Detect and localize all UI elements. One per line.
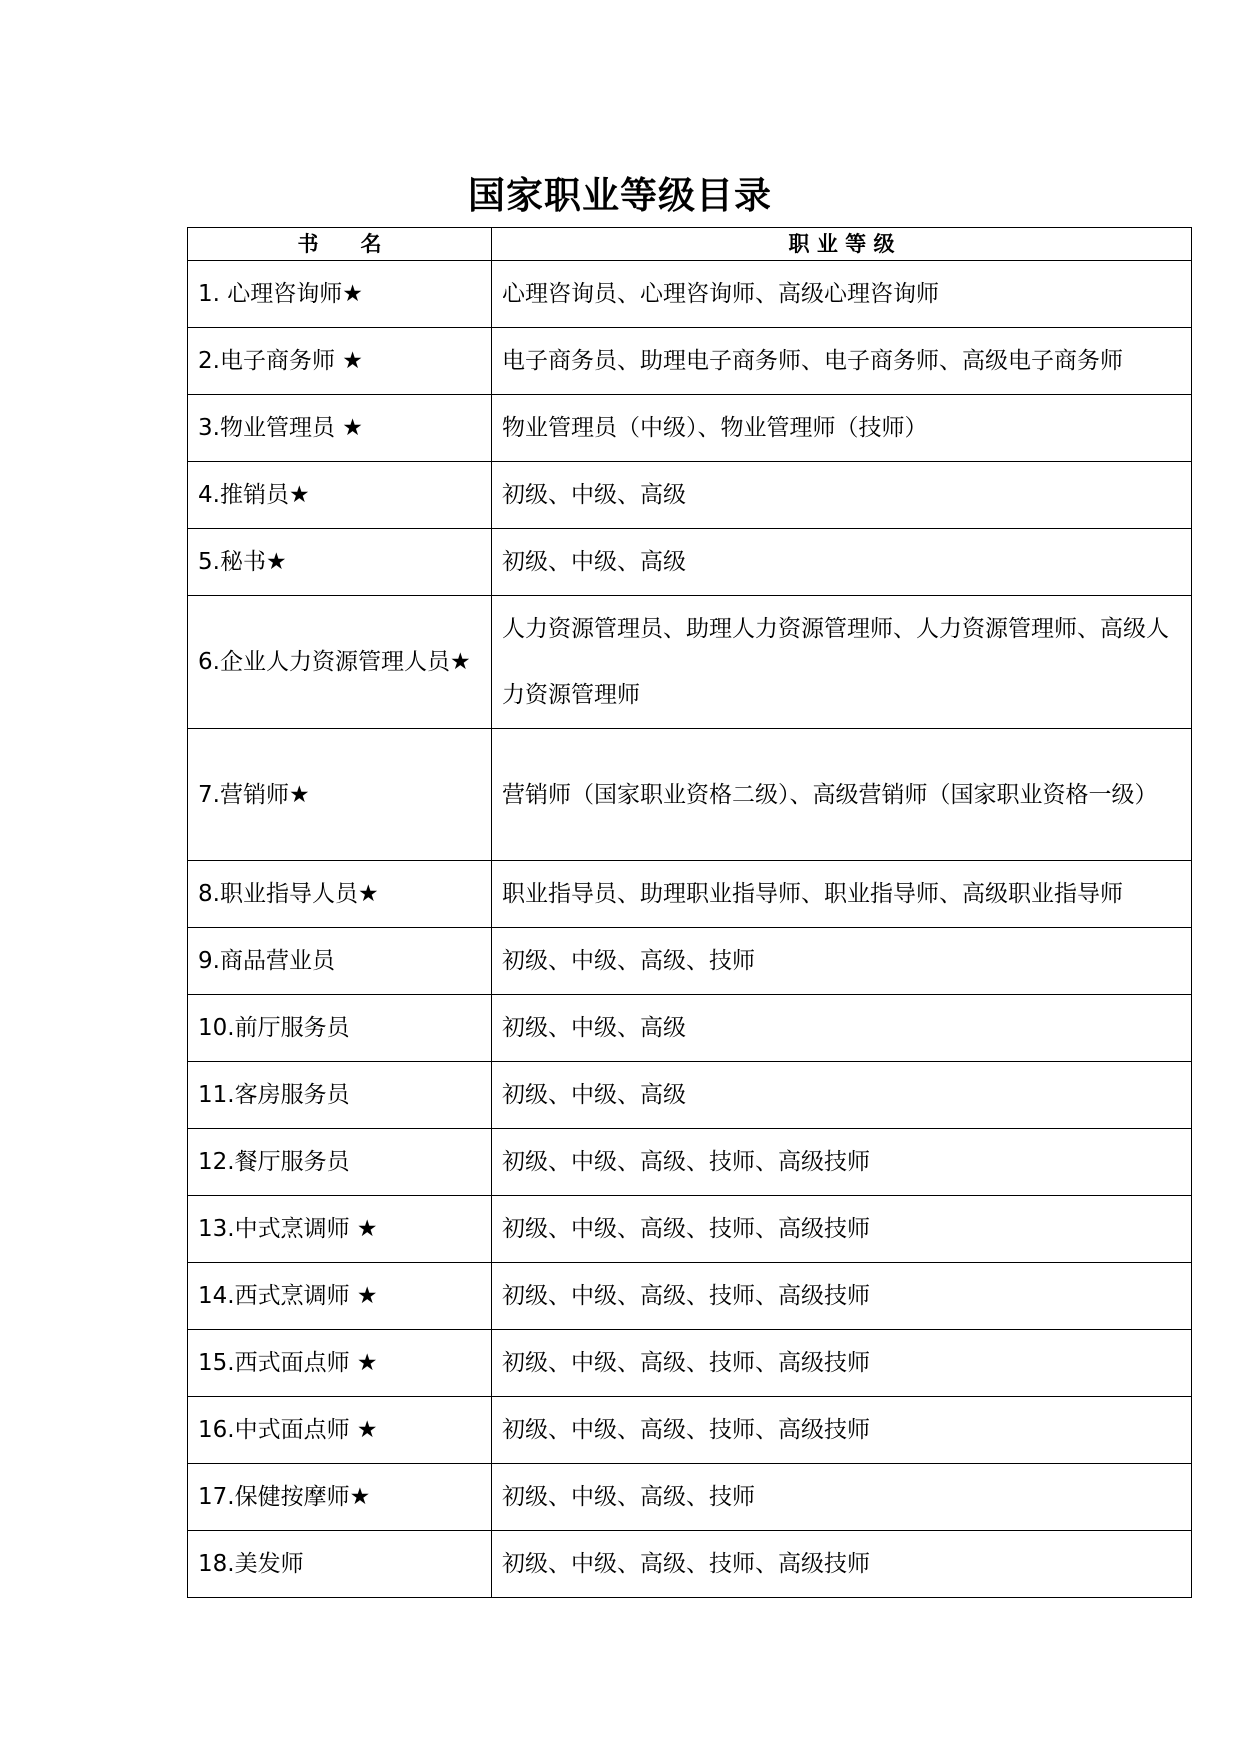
- level-cell: 初级、中级、高级: [492, 1062, 1192, 1129]
- book-cell: 7.营销师★: [188, 729, 492, 861]
- table-row: [188, 1129, 1192, 1196]
- level-cell: 物业管理员（中级）、物业管理师（技师）: [492, 395, 1192, 462]
- occupation-level-table: [187, 227, 1192, 1598]
- level-cell: 初级、中级、高级、技师、高级技师: [492, 1397, 1192, 1464]
- book-cell: 1. 心理咨询师★: [188, 261, 492, 328]
- header-occupation-level: 职 业 等 级: [492, 228, 1192, 261]
- book-cell: 6.企业人力资源管理人员★: [188, 596, 492, 729]
- level-cell: 初级、中级、高级、技师、高级技师: [492, 1129, 1192, 1196]
- table-row: [188, 261, 1192, 328]
- book-cell: 11.客房服务员: [188, 1062, 492, 1129]
- book-cell: 8.职业指导人员★: [188, 861, 492, 928]
- table-row: [188, 1263, 1192, 1330]
- level-cell: 初级、中级、高级: [492, 462, 1192, 529]
- book-cell: 15.西式面点师 ★: [188, 1330, 492, 1397]
- book-cell: 10.前厅服务员: [188, 995, 492, 1062]
- book-cell: 9.商品营业员: [188, 928, 492, 995]
- table-row: [188, 1397, 1192, 1464]
- level-cell: 初级、中级、高级: [492, 529, 1192, 596]
- book-cell: 3.物业管理员 ★: [188, 395, 492, 462]
- table-row: [188, 328, 1192, 395]
- table-row: [188, 529, 1192, 596]
- level-cell: 初级、中级、高级、技师: [492, 1464, 1192, 1531]
- table-row: [188, 1196, 1192, 1263]
- level-cell: 初级、中级、高级、技师: [492, 928, 1192, 995]
- book-cell: 17.保健按摩师★: [188, 1464, 492, 1531]
- level-cell: 人力资源管理员、助理人力资源管理师、人力资源管理师、高级人力资源管理师: [492, 596, 1192, 729]
- level-cell: 初级、中级、高级、技师、高级技师: [492, 1196, 1192, 1263]
- level-cell: 营销师（国家职业资格二级）、高级营销师（国家职业资格一级）: [492, 729, 1192, 861]
- book-cell: 16.中式面点师 ★: [188, 1397, 492, 1464]
- book-cell: 12.餐厅服务员: [188, 1129, 492, 1196]
- table-row: [188, 861, 1192, 928]
- level-cell: 初级、中级、高级、技师、高级技师: [492, 1263, 1192, 1330]
- table-row: [188, 729, 1192, 861]
- table-row: [188, 1330, 1192, 1397]
- level-cell: 初级、中级、高级、技师、高级技师: [492, 1531, 1192, 1598]
- book-cell: 14.西式烹调师 ★: [188, 1263, 492, 1330]
- table-row: [188, 1531, 1192, 1598]
- table-row: [188, 395, 1192, 462]
- table-row: [188, 462, 1192, 529]
- book-cell: 13.中式烹调师 ★: [188, 1196, 492, 1263]
- level-cell: 初级、中级、高级、技师、高级技师: [492, 1330, 1192, 1397]
- book-cell: 18.美发师: [188, 1531, 492, 1598]
- table-row: [188, 1464, 1192, 1531]
- table-row: [188, 928, 1192, 995]
- level-cell: 心理咨询员、心理咨询师、高级心理咨询师: [492, 261, 1192, 328]
- table-row: [188, 596, 1192, 729]
- level-cell: 职业指导员、助理职业指导师、职业指导师、高级职业指导师: [492, 861, 1192, 928]
- book-cell: 5.秘书★: [188, 529, 492, 596]
- book-cell: 2.电子商务师 ★: [188, 328, 492, 395]
- level-cell: 电子商务员、助理电子商务师、电子商务师、高级电子商务师: [492, 328, 1192, 395]
- book-cell: 4.推销员★: [188, 462, 492, 529]
- table-row: [188, 995, 1192, 1062]
- table-header-row: [188, 228, 1192, 261]
- level-cell: 初级、中级、高级: [492, 995, 1192, 1062]
- header-book-name: 书 名: [188, 228, 492, 261]
- table-row: [188, 1062, 1192, 1129]
- page-title: 国家职业等级目录: [468, 174, 772, 217]
